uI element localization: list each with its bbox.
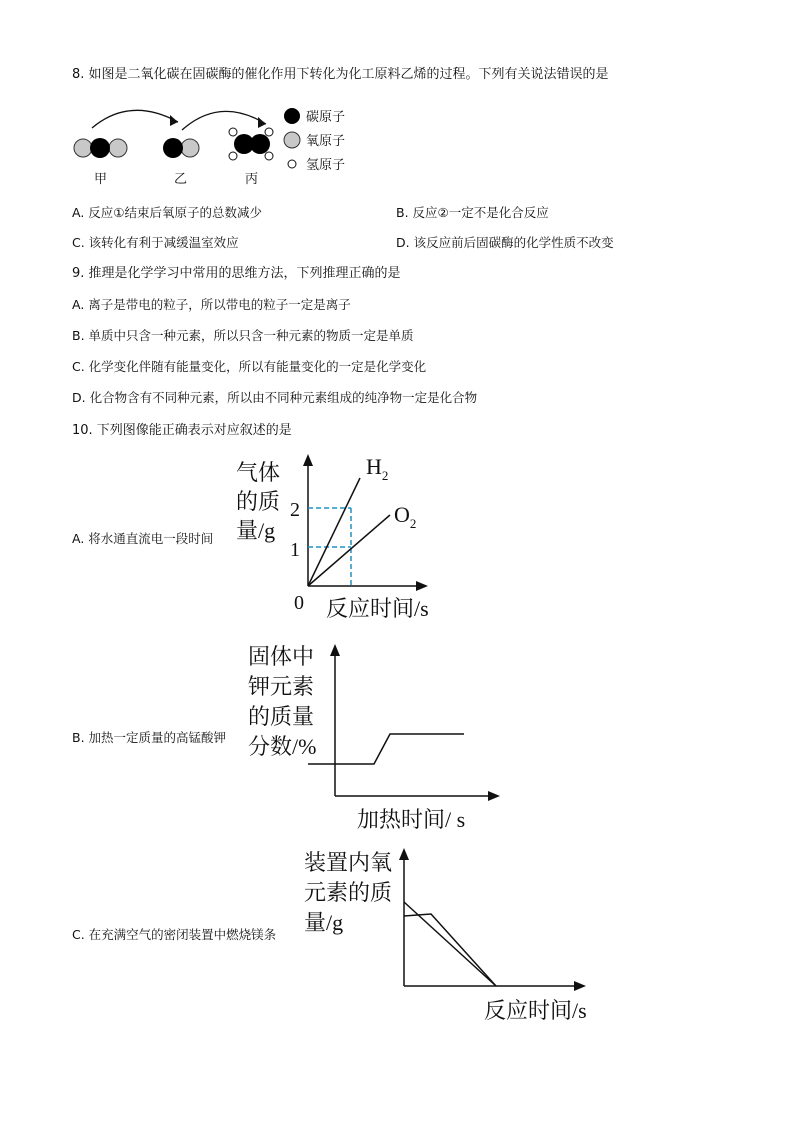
question-10-stem: 10. 下列图像能正确表示对应叙述的是 xyxy=(72,423,292,438)
chart-a-line-h2 xyxy=(308,478,360,586)
question-8-option-d[interactable]: D. 该反应前后固碳酶的化学性质不改变 xyxy=(396,235,614,250)
chart-b-ylabel-line3: 的质量 xyxy=(248,704,315,729)
legend-oxygen-icon xyxy=(284,132,300,148)
carbon-atom xyxy=(250,134,270,154)
chart-a-origin: 0 xyxy=(294,592,304,614)
label-yi: 乙 xyxy=(174,171,188,186)
question-9-stem: 9. 推理是化学学习中常用的思维方法，下列推理正确的是 xyxy=(72,266,401,281)
chart-c-xlabel: 反应时间/s xyxy=(484,998,587,1023)
chart-b-line xyxy=(308,734,464,764)
chart-b-ylabel-line1: 固体中 xyxy=(248,644,315,669)
question-8-option-c[interactable]: C. 该转化有利于减缓温室效应 xyxy=(72,235,239,250)
hydrogen-atom xyxy=(229,128,237,136)
hydrogen-atom xyxy=(265,128,273,136)
chart-a-electrolysis xyxy=(232,450,472,630)
arrow-head-2-icon xyxy=(258,117,266,128)
question-10-option-a[interactable]: A. 将水通直流电一段时间 xyxy=(72,531,214,546)
question-9-option-a[interactable]: A. 离子是带电的粒子，所以带电的粒子一定是离子 xyxy=(72,297,351,312)
legend-oxygen-label: 氧原子 xyxy=(306,133,346,148)
oxygen-atom xyxy=(109,139,127,157)
chart-c-y-arrow-icon xyxy=(399,848,409,860)
chart-b-x-arrow-icon xyxy=(488,791,500,801)
chart-a-label-o2: $O_2$ xyxy=(394,502,417,531)
question-9-option-b[interactable]: B. 单质中只含一种元素，所以只含一种元素的物质一定是单质 xyxy=(72,328,414,343)
chart-b-ylabel-line4: 分数/% xyxy=(248,734,317,759)
legend-carbon-label: 碳原子 xyxy=(306,109,346,124)
chart-b-xlabel: 加热时间/ s xyxy=(357,807,466,832)
question-10-option-c[interactable]: C. 在充满空气的密闭装置中燃烧镁条 xyxy=(72,927,277,942)
chart-c-line-2 xyxy=(404,914,496,986)
chart-a-x-arrow-icon xyxy=(416,581,428,591)
chart-c-x-arrow-icon xyxy=(574,981,586,991)
label-bing: 丙 xyxy=(245,171,259,186)
label-jia: 甲 xyxy=(94,171,108,186)
chart-b-ylabel-line2: 钾元素 xyxy=(248,674,315,699)
arrow-head-1-icon xyxy=(170,115,178,126)
chart-b-potassium xyxy=(244,640,504,835)
chart-a-label-h2: $H_2$ xyxy=(366,454,389,483)
question-8-stem: 8. 如图是二氧化碳在固碳酶的催化作用下转化为化工原料乙烯的过程。下列有关说法错误的是 xyxy=(72,67,609,82)
chart-a-ylabel-line1: 气体 xyxy=(236,460,281,485)
chart-a-y-arrow-icon xyxy=(303,454,313,466)
legend-hydrogen-icon xyxy=(288,160,296,168)
oxygen-atom xyxy=(74,139,92,157)
question-9-option-c[interactable]: C. 化学变化伴随有能量变化，所以有能量变化的一定是化学变化 xyxy=(72,359,427,374)
carbon-atom xyxy=(90,138,110,158)
chart-a-ylabel-line3: 量/g xyxy=(236,518,276,543)
question-8-option-a[interactable]: A. 反应①结束后氧原子的总数减少 xyxy=(72,205,262,220)
chart-c-ylabel-line1: 装置内氧 xyxy=(304,850,393,875)
chart-a-tick-2: 2 xyxy=(290,499,300,521)
hydrogen-atom xyxy=(229,152,237,160)
chart-a-xlabel: 反应时间/s xyxy=(326,596,429,621)
chart-c-oxygen xyxy=(300,844,600,1024)
question-8-option-b[interactable]: B. 反应②一定不是化合反应 xyxy=(396,205,549,220)
chart-b-y-arrow-icon xyxy=(330,644,340,656)
oxygen-atom xyxy=(181,139,199,157)
chart-a-tick-1: 1 xyxy=(290,539,300,561)
molecule-diagram xyxy=(70,102,370,187)
arrow-reaction-2-icon xyxy=(182,111,266,130)
legend-carbon-icon xyxy=(284,108,300,124)
chart-a-line-o2 xyxy=(308,515,390,586)
question-9-option-d[interactable]: D. 化合物含有不同种元素，所以由不同种元素组成的纯净物一定是化合物 xyxy=(72,390,478,405)
carbon-atom xyxy=(163,138,183,158)
chart-c-ylabel-line3: 量/g xyxy=(304,910,344,935)
chart-c-ylabel-line2: 元素的质 xyxy=(304,880,393,905)
arrow-reaction-1-icon xyxy=(92,110,178,128)
hydrogen-atom xyxy=(265,152,273,160)
chart-a-ylabel-line2: 的质 xyxy=(236,489,281,514)
question-10-option-b[interactable]: B. 加热一定质量的高锰酸钾 xyxy=(72,730,227,745)
legend-hydrogen-label: 氢原子 xyxy=(306,157,346,172)
